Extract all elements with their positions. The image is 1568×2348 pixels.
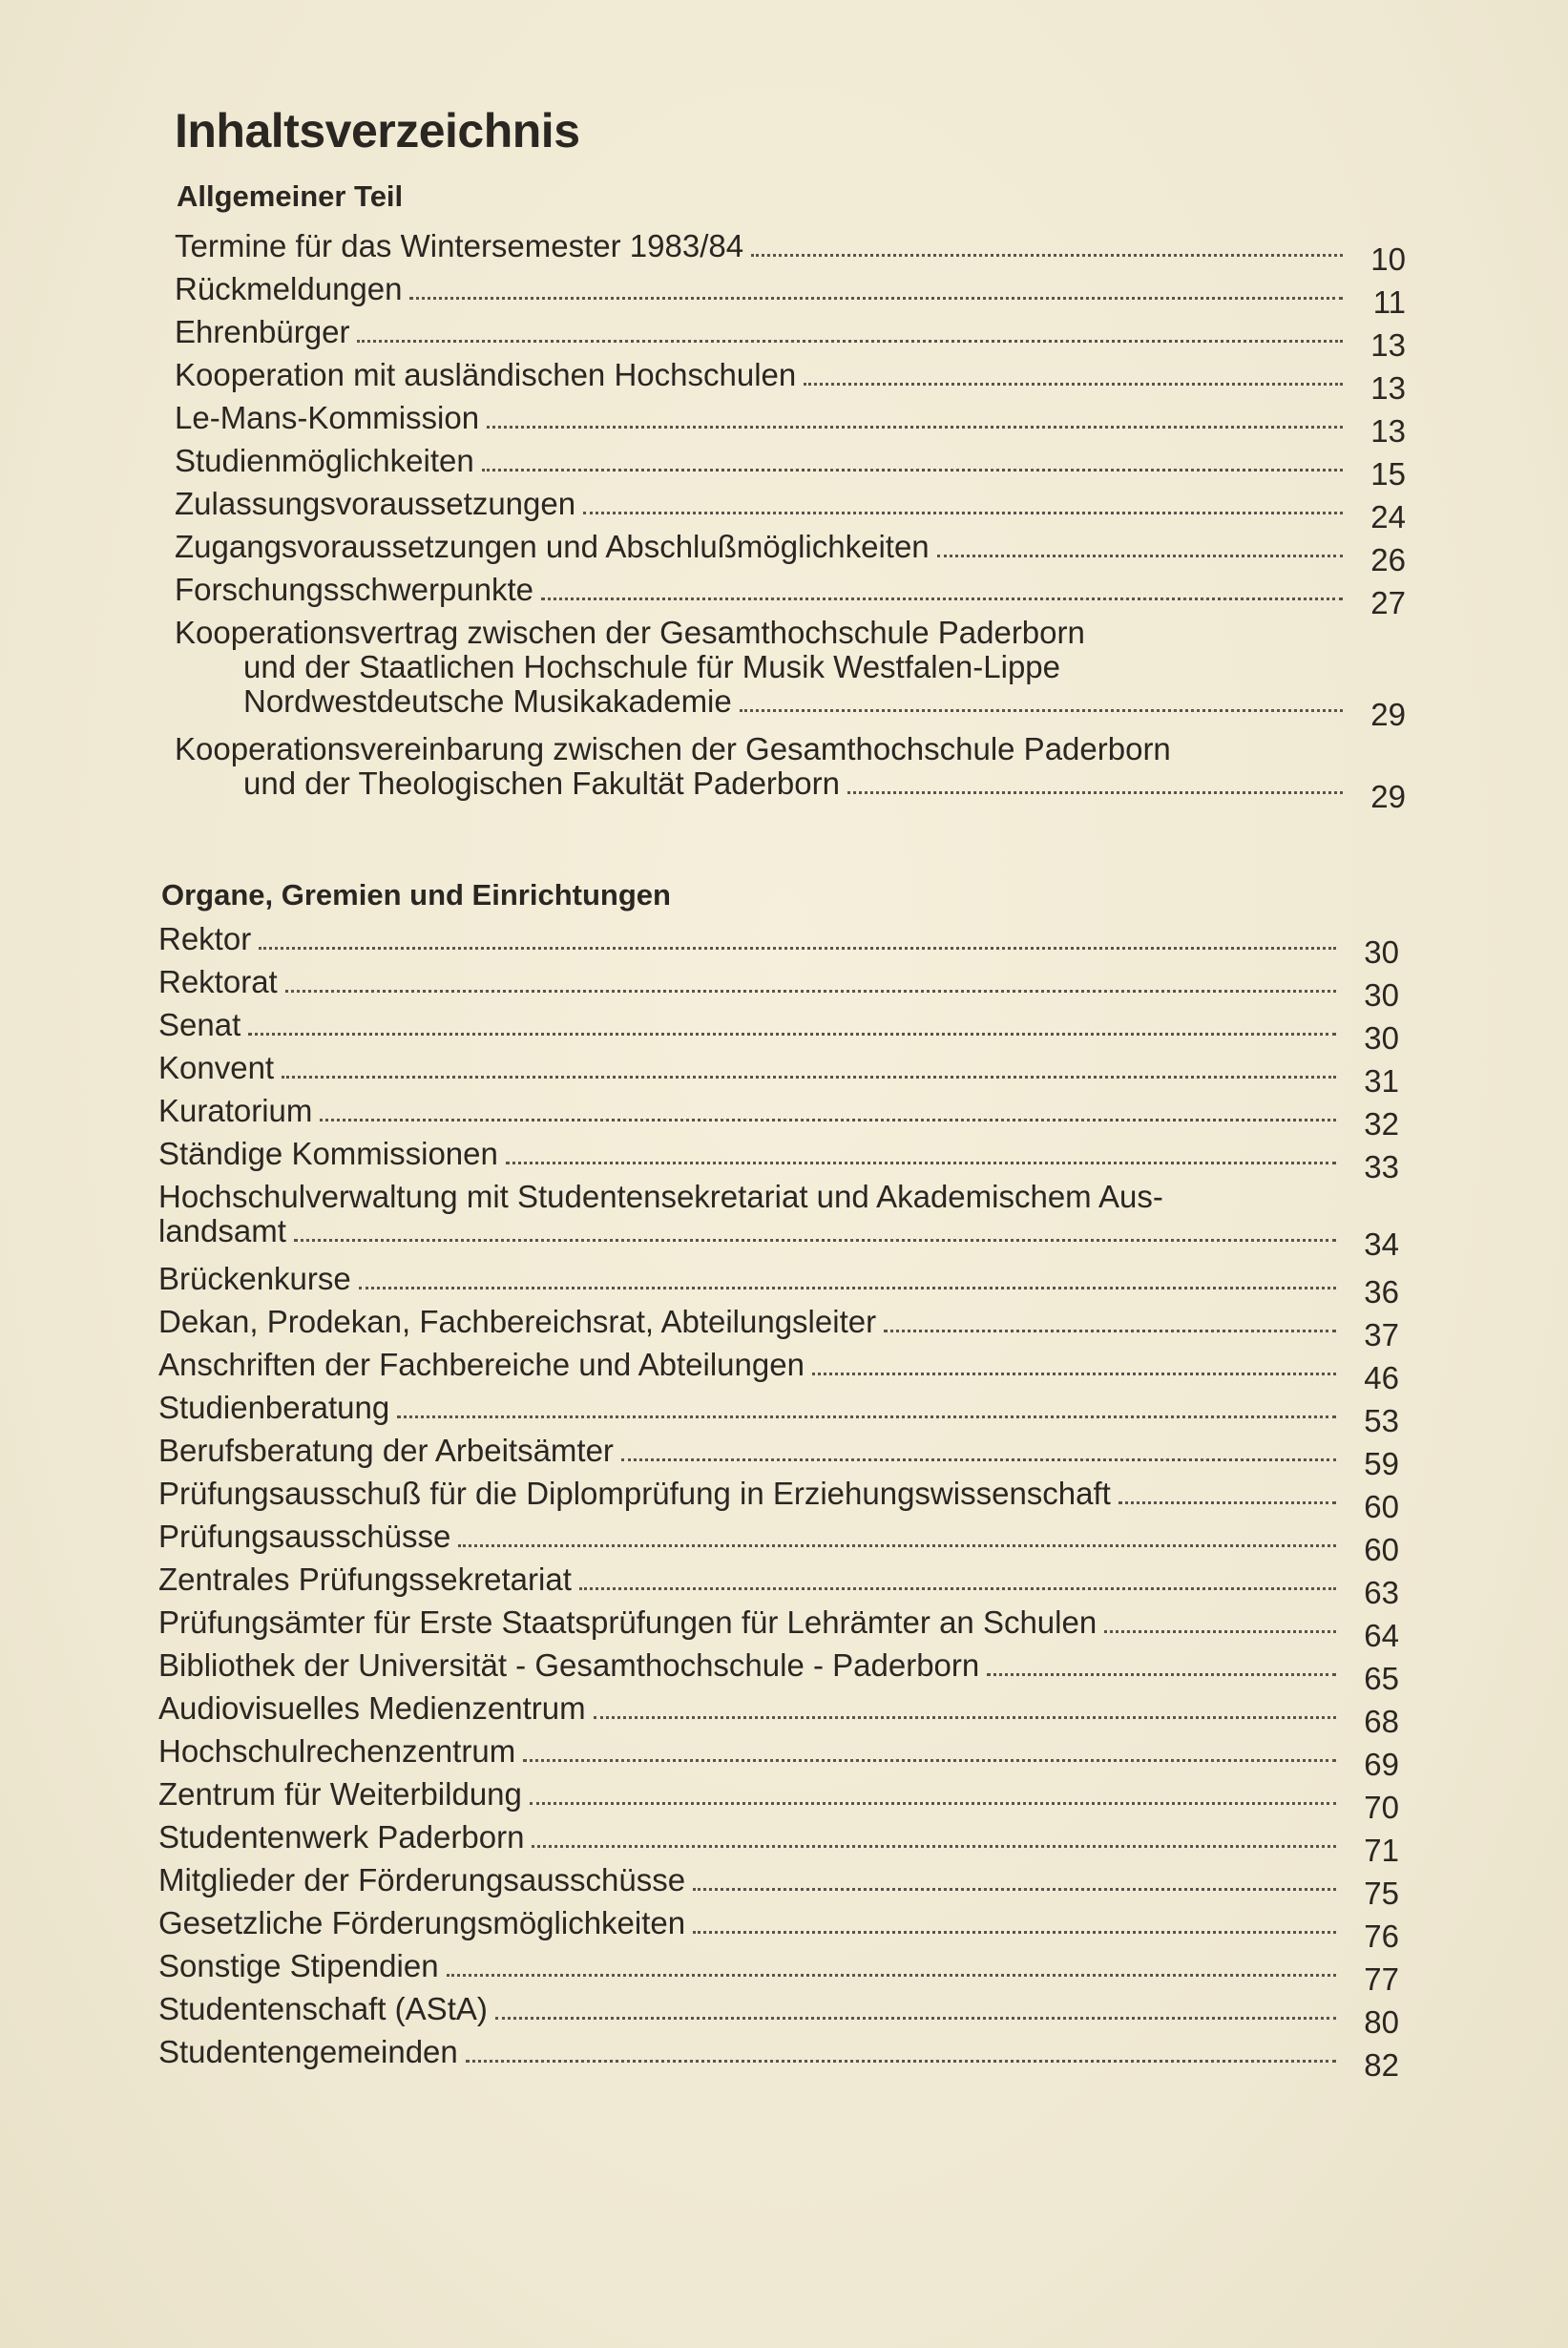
toc-page-number: 75 [1364, 1876, 1399, 1911]
toc-page-number: 53 [1364, 1403, 1399, 1438]
toc-entry-title: Studienmöglichkeiten [175, 443, 474, 478]
dot-leader [357, 340, 1343, 343]
toc-entry-title: Berufsberatung der Arbeitsämter [158, 1433, 614, 1468]
toc-entry [158, 1093, 1399, 1142]
dot-leader [532, 1845, 1336, 1848]
toc-entry-title: Kooperationsvereinbarung zwischen der Gesamthochschule Paderborn [175, 731, 1171, 766]
toc-entry [158, 964, 1399, 1013]
dot-leader [937, 555, 1343, 557]
toc-page-number: 33 [1364, 1149, 1399, 1184]
toc-entry [175, 228, 1406, 277]
toc-page-number: 10 [1370, 241, 1406, 277]
toc-entry-title: Studentenschaft (AStA) [158, 1991, 488, 2026]
toc-page-number: 68 [1364, 1704, 1399, 1739]
toc-entry [158, 1433, 1399, 1481]
toc-entry-title: Zulassungsvoraussetzungen [175, 486, 576, 521]
toc-entry-title: Gesetzliche Förderungsmöglichkeiten [158, 1905, 686, 1940]
dot-leader [466, 2060, 1336, 2063]
toc-entry [175, 443, 1406, 492]
dot-leader [523, 1759, 1336, 1762]
toc-list-organe [158, 921, 1399, 2083]
dot-leader [294, 1239, 1336, 1242]
toc-page-number: 60 [1364, 1489, 1399, 1524]
toc-entry-title: Ehrenbürger [175, 314, 350, 349]
toc-entry-title: Sonstige Stipendien [158, 1948, 439, 1983]
dot-leader [1119, 1501, 1336, 1504]
toc-entry-title: Ständige Kommissionen [158, 1136, 498, 1171]
toc-entry [158, 1390, 1399, 1438]
toc-entry [158, 1007, 1399, 1056]
toc-page-number: 13 [1370, 413, 1406, 449]
dot-leader [579, 1587, 1336, 1590]
toc-list-allgemeiner-teil [175, 229, 1406, 814]
toc-page-number: 34 [1364, 1226, 1399, 1262]
toc-page-number: 30 [1364, 1020, 1399, 1056]
toc-entry-title: Bibliothek der Universität - Gesamthochschule - Paderborn [158, 1647, 980, 1683]
page-title: Inhaltsverzeichnis [175, 104, 580, 157]
toc-entry [158, 1776, 1399, 1825]
dot-leader [740, 709, 1343, 712]
toc-entry [175, 731, 1406, 814]
toc-page-number: 82 [1364, 2047, 1399, 2083]
section-heading-organe: Organe, Gremien und Einrichtungen [161, 878, 671, 912]
toc-page-number: 64 [1364, 1618, 1399, 1653]
toc-entry-title: Dekan, Prodekan, Fachbereichsrat, Abteilungsleiter [158, 1304, 877, 1339]
toc-page-number: 29 [1370, 779, 1406, 814]
toc-page-number: 11 [1372, 284, 1406, 320]
dot-leader [530, 1802, 1336, 1805]
dot-leader [409, 297, 1343, 300]
toc-entry-title: Mitglieder der Förderungsausschüsse [158, 1862, 686, 1897]
toc-entry [175, 615, 1406, 732]
toc-entry-title: Senat [158, 1007, 241, 1042]
toc-page-number: 32 [1364, 1106, 1399, 1142]
toc-page-number: 24 [1370, 499, 1406, 535]
dot-leader [482, 469, 1343, 472]
toc-entry [158, 1519, 1399, 1567]
toc-page-number: 30 [1364, 977, 1399, 1013]
toc-page-number: 31 [1364, 1063, 1399, 1099]
toc-entry-title: Kuratorium [158, 1093, 313, 1128]
toc-entry [158, 1347, 1399, 1395]
toc-entry [158, 2034, 1399, 2083]
toc-entry-title: Nordwestdeutsche Musikakademie [243, 683, 732, 719]
toc-entry-title: Zentrales Prüfungssekretariat [158, 1562, 572, 1597]
toc-entry [175, 572, 1406, 620]
toc-entry [158, 921, 1399, 970]
toc-entry [158, 1948, 1399, 1997]
dot-leader [320, 1119, 1336, 1122]
toc-entry [175, 486, 1406, 535]
dot-leader [359, 1287, 1336, 1289]
toc-entry [158, 1476, 1399, 1524]
dot-leader [751, 254, 1343, 257]
dot-leader [259, 947, 1336, 950]
toc-entry-title: Kooperationsvertrag zwischen der Gesamthochschule Paderborn [175, 615, 1085, 650]
toc-entry [175, 400, 1406, 449]
toc-entry-title: Studienberatung [158, 1390, 390, 1425]
toc-entry [158, 1562, 1399, 1610]
dot-leader [847, 791, 1343, 794]
toc-entry [175, 271, 1406, 320]
toc-entry-title: Studentengemeinden [158, 2034, 458, 2069]
toc-entry [175, 314, 1406, 363]
toc-entry-title: Audiovisuelles Medienzentrum [158, 1690, 586, 1726]
toc-entry [175, 357, 1406, 406]
toc-page-number: 13 [1370, 327, 1406, 363]
toc-entry [175, 529, 1406, 577]
toc-entry-title: Anschriften der Fachbereiche und Abteilungen [158, 1347, 805, 1382]
toc-page-number: 36 [1364, 1274, 1399, 1310]
toc-entry [158, 1647, 1399, 1696]
dot-leader [495, 2017, 1336, 2020]
toc-entry-title: Brückenkurse [158, 1261, 351, 1296]
dot-leader [285, 990, 1336, 993]
toc-page-number: 59 [1364, 1446, 1399, 1481]
dot-leader [583, 512, 1343, 514]
toc-page-number: 80 [1364, 2004, 1399, 2040]
dot-leader [804, 383, 1343, 386]
toc-entry [158, 1050, 1399, 1099]
toc-entry-title: Termine für das Wintersemester 1983/84 [175, 228, 744, 263]
toc-page-number: 29 [1370, 697, 1406, 732]
dot-leader [693, 1888, 1336, 1891]
toc-page-number: 30 [1364, 934, 1399, 970]
toc-entry-title: Konvent [158, 1050, 275, 1085]
dot-leader [506, 1162, 1336, 1164]
toc-entry-title: Hochschulrechenzentrum [158, 1733, 516, 1769]
toc-entry [158, 1179, 1399, 1262]
dot-leader [282, 1076, 1336, 1079]
toc-page-number: 69 [1364, 1747, 1399, 1782]
dot-leader [987, 1673, 1336, 1676]
toc-entry [158, 1136, 1399, 1184]
toc-page-number: 63 [1364, 1575, 1399, 1610]
dot-leader [541, 597, 1343, 600]
toc-entry-title: Prüfungsausschüsse [158, 1519, 451, 1554]
dot-leader [884, 1330, 1336, 1332]
toc-entry [158, 1733, 1399, 1782]
toc-entry-title: Zugangsvoraussetzungen und Abschlußmöglichkeiten [175, 529, 930, 564]
toc-entry-title: und der Staatlichen Hochschule für Musik Westfalen-Lippe [243, 649, 1061, 684]
toc-entry-title: Rückmeldungen [175, 271, 403, 306]
toc-page-number: 76 [1364, 1918, 1399, 1954]
dot-leader [693, 1931, 1336, 1934]
toc-page-number: 65 [1364, 1661, 1399, 1696]
toc-entry-title: Zentrum für Weiterbildung [158, 1776, 522, 1812]
toc-entry-title: Studentenwerk Paderborn [158, 1819, 525, 1855]
toc-entry-title: und der Theologischen Fakultät Paderborn [243, 765, 840, 801]
dot-leader [397, 1415, 1336, 1418]
dot-leader [458, 1544, 1336, 1547]
toc-entry-title: Rektorat [158, 964, 278, 999]
dot-leader [594, 1716, 1336, 1719]
toc-page-number: 27 [1370, 585, 1406, 620]
toc-entry-title: Hochschulverwaltung mit Studentensekretariat und Akademischem Aus- [158, 1179, 1163, 1214]
toc-page-number: 70 [1364, 1790, 1399, 1825]
toc-page-number: 46 [1364, 1360, 1399, 1395]
dot-leader [621, 1458, 1336, 1461]
dot-leader [447, 1974, 1336, 1977]
toc-entry [158, 1304, 1399, 1352]
toc-entry-title: Kooperation mit ausländischen Hochschulen [175, 357, 797, 392]
toc-entry-title: Prüfungsämter für Erste Staatsprüfungen für Lehrämter an Schulen [158, 1604, 1098, 1640]
toc-page-number: 26 [1370, 542, 1406, 577]
dot-leader [812, 1373, 1336, 1375]
toc-page-number: 77 [1364, 1961, 1399, 1997]
toc-page-number: 71 [1364, 1833, 1399, 1868]
toc-entry [158, 1862, 1399, 1911]
toc-entry [158, 1905, 1399, 1954]
toc-entry [158, 1604, 1399, 1653]
toc-entry-title: Rektor [158, 921, 252, 956]
toc-page-number: 37 [1364, 1317, 1399, 1352]
dot-leader [248, 1033, 1336, 1036]
toc-entry [158, 1261, 1399, 1310]
dot-leader [487, 426, 1343, 429]
dot-leader [1104, 1630, 1336, 1633]
toc-entry-title: Forschungsschwerpunkte [175, 572, 534, 607]
toc-entry-title: landsamt [158, 1213, 286, 1248]
toc-page-number: 13 [1370, 370, 1406, 406]
toc-entry-title: Le-Mans-Kommission [175, 400, 480, 435]
toc-entry [158, 1690, 1399, 1739]
toc-entry [158, 1819, 1399, 1868]
toc-page-number: 60 [1364, 1532, 1399, 1567]
toc-page-number: 15 [1370, 456, 1406, 492]
toc-entry [158, 1991, 1399, 2040]
section-heading-allgemeiner-teil: Allgemeiner Teil [177, 179, 404, 213]
toc-entry-title: Prüfungsausschuß für die Diplomprüfung in Erziehungswissenschaft [158, 1476, 1111, 1511]
